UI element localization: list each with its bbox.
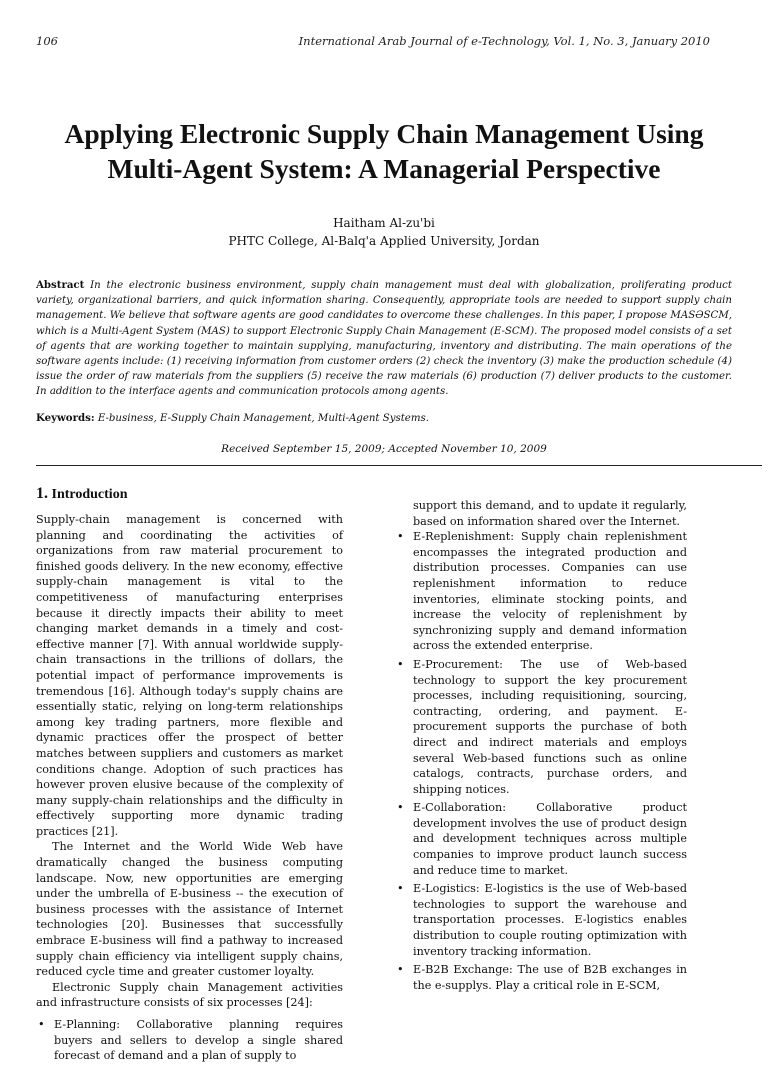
keywords: Keywords: E-business, E-Supply Chain Management, Multi-Agent Systems. — [36, 412, 429, 424]
list-item — [395, 657, 687, 797]
bullet-text: E-B2B Exchange: The use of B2B exchanges in the e-supplys. Play a critical role in E-SCM, — [413, 963, 687, 992]
left-column — [36, 485, 343, 1067]
bullet-text: E-Logistics: E-logistics is the use of Web-based technologies to support the warehouse and transportation processes. E-logistics enables distribution to couple routing optimization with inventory tracking information. — [413, 882, 687, 958]
running-header — [36, 34, 710, 48]
abstract-label: Abstract — [36, 279, 85, 291]
intro-paragraph-1: Supply-chain management is concerned with planning and coordinating the activities of organizations from raw material procurement to finished goods delivery. In the new economy, effective supply-chain management is vital to the competitiveness of manufacturing enterprises because it directly impacts their ability to meet changing market demands in a timely and cost-effective manner [7]. With annual worldwide supply-chain transactions in the trillions of dollars, the potential impact of performance improvements is tremendous [16]. Although today's supply chains are essentially static, relying on long-term relationships among key trading partners, more flexible and dynamic practices offer the prospect of better matches between suppliers and customers as market conditions change. Adoption of such practices has however proven elusive because of the complexity of many supply-chain relationships and the difficulty in effectively supporting more dynamic trading practices [21]. — [36, 513, 343, 838]
title-line-2: Multi-Agent System: A Managerial Perspective — [107, 153, 661, 184]
abstract-text: In the electronic business environment, supply chain management must deal with globalization, proliferating product variety, organizational barriers, and quick information sharing. Consequently, appropriate tools are needed to support supply chain management. We believe that software agents are good candidates to overcome these challenges. In this paper, I propose MASƏSCM, which is a Multi-Agent System (MAS) to support Electronic Supply Chain Management (E-SCM). The proposed model consists of a set of agents that are working together to maintain supplying, manufacturing, inventory and distributing. The main operations of the software agents include: (1) receiving information from customer orders (2) check the inventory (3) make the production schedule (4) issue the order of raw materials from the suppliers (5) receive the raw materials (6) production (7) deliver products to the customer. In addition to the interface agents and communication protocols among agents. — [36, 280, 732, 398]
journal-citation: International Arab Journal of e-Technology, Vol. 1, No. 3, January 2010 — [298, 34, 710, 48]
section-number: 1. — [36, 485, 48, 502]
bullet-icon: • — [397, 801, 404, 815]
list-item — [395, 962, 687, 993]
bullet-text: E-Collaboration: Collaborative product development involves the use of product design and development techniques across multiple companies to improve product launch success and reduce time to market. — [413, 801, 687, 877]
keywords-label: Keywords — [36, 412, 91, 424]
section-title: Introduction — [51, 487, 128, 502]
list-item — [36, 1017, 343, 1064]
paper-title — [20, 116, 748, 186]
intro-paragraph-3: Electronic Supply chain Management activities and infrastructure consists of six processes [24]: — [36, 980, 343, 1010]
section-heading — [36, 485, 343, 504]
intro-paragraph-2: The Internet and the World Wide Web have dramatically changed the business computing landscape. Now, new opportunities are emerging under the umbrella of E-business -- the execution of business processes with the assistance of Internet technologies [20]. Businesses that successfully embrace E-business will find a pathway to increased supply chain efficiency via intelligent supply chains, reduced cycle time and greater customer loyalty. — [36, 840, 343, 979]
abstract — [36, 278, 732, 400]
title-line-1: Applying Electronic Supply Chain Management Using — [64, 118, 704, 149]
bullet-icon: • — [397, 530, 404, 544]
author-block — [0, 214, 768, 250]
keywords-text: E-business, E-Supply Chain Management, Multi-Agent Systems. — [97, 413, 429, 424]
right-column — [395, 498, 687, 996]
divider — [36, 465, 762, 466]
process-list — [395, 529, 687, 993]
bullet-icon: • — [397, 882, 404, 896]
bullet-text: E-Procurement: The use of Web-based technology to support the key procurement processes, including requisitioning, sourcing, contracting, ordering, and payment. E-procurement supports the purchase of both direct and indirect materials and employs several Web-based functions such as online catalogs, contracts, purchase orders, and shipping notices. — [413, 657, 687, 796]
bullet-icon: • — [38, 1018, 45, 1031]
process-list-start — [36, 1017, 343, 1064]
received-dates: Received September 15, 2009; Accepted November 10, 2009 — [221, 443, 547, 455]
bullet-text: E-Replenishment: Supply chain replenishment encompasses the integrated production and distribution processes. Companies can use replenishment information to reduce inventories, eliminate stocking points, and increase the velocity of replenishment by synchronizing supply and demand information across the extended enterprise. — [413, 530, 687, 653]
page-number: 106 — [36, 34, 58, 48]
bullet-continuation: support this demand, and to update it regularly, based on information shared over the Internet. — [413, 499, 687, 528]
author-affiliation: PHTC College, Al-Balq'a Applied University, Jordan — [228, 234, 540, 248]
author-name: Haitham Al-zu'bi — [333, 216, 435, 230]
bullet-icon: • — [397, 963, 404, 977]
bullet-icon: • — [397, 657, 404, 671]
list-item — [395, 800, 687, 878]
bullet-text: E-Planning: Collaborative planning requires buyers and sellers to develop a single shared forecast of demand and a plan of supply to — [54, 1018, 343, 1063]
list-item — [395, 529, 687, 654]
list-item — [395, 881, 687, 959]
